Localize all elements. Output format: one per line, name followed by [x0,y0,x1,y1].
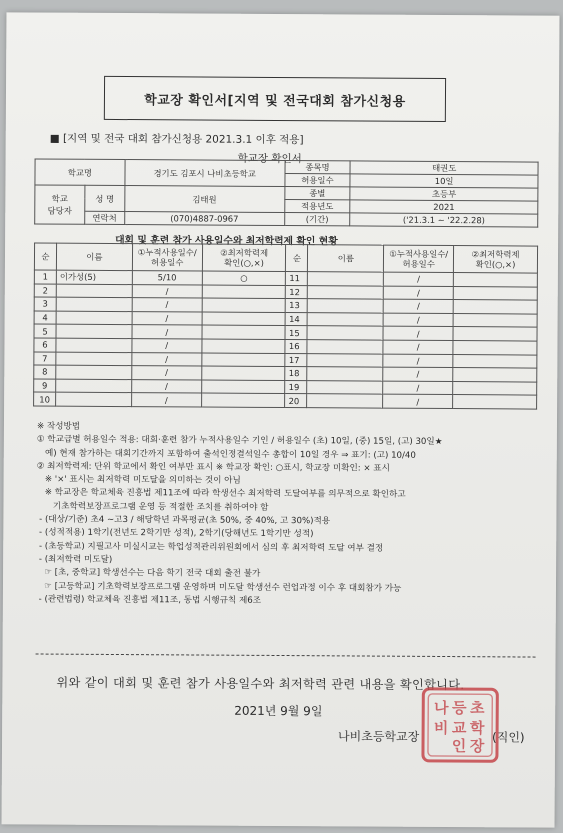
note-line: - (성적적용) 1학기(전년도 2학기만 성적), 2학기(당해년도 1학기만 성적) [36,527,314,540]
cell-name [56,311,132,325]
instructions-notes [36,421,547,610]
cell-name [307,380,383,394]
cell-name [307,340,383,354]
cell-no: 18 [285,367,307,381]
event-label: 종목명 [285,161,351,174]
document-title: 학교장 확인서[지역 및 전국대회 참가신청용 [144,92,406,110]
cell-grade [201,380,285,394]
teacher-label [35,185,85,224]
cell-grade [202,312,286,326]
dashed-divider [36,654,536,658]
cell-grade [201,353,285,367]
scope-note: ■ [지역 및 전국 대회 참가신청용 2021.3.1 이후 적용] [49,132,304,147]
note-line: ① 학교급별 허용일수 적용: 대회·훈련 참가 누적사용일수 기인 / 허용일수 (초) 10일, (중) 15일, (고) 30일★ [36,434,443,448]
cell-no: 7 [34,352,56,366]
cell-grade [201,393,285,407]
svg-text:나: 나 [433,698,449,718]
cell-no: 12 [286,285,308,299]
cell-name [307,353,383,367]
cell-name [307,367,383,381]
cell-grade [453,286,537,300]
header-no-right: 순 [286,245,308,272]
official-seal-stamp [419,685,501,765]
cell-grade [453,313,537,327]
cell-name [307,394,383,408]
svg-text:초: 초 [469,699,485,718]
svg-text:인: 인 [451,737,467,756]
cell-name [56,297,132,311]
cell-days: / [132,284,202,298]
participation-table [33,242,538,409]
cell-days: / [132,298,202,312]
seal-label: (직인) [492,730,525,745]
cell-days: / [131,393,201,407]
cell-no: 1 [34,270,56,284]
cell-no: 17 [285,353,307,367]
cell-name [308,272,384,286]
cell-days: / [383,367,453,381]
header-grade-right-line1: ②최저학력제 [471,249,520,260]
header-grade-line2: 확인(○,×) [224,257,264,268]
note-line: ② 최저학력제: 단위 학교에서 확인 여부만 표시 ※ 학교장 확인: ○표시, 학교장 미확인: × 표시 [36,461,390,474]
cell-days: / [383,381,453,395]
cell-grade [453,341,537,355]
header-grade-right-line2: 확인(○,×) [475,259,516,270]
cell-days: / [383,299,453,313]
cell-name [56,325,132,339]
svg-text:교: 교 [451,719,467,738]
header-name: 이름 [56,243,132,270]
cell-days: / [131,379,201,393]
allowed-days-value: 10일 [350,174,538,188]
cell-grade [202,298,286,312]
header-grade [202,244,286,272]
cell-grade [202,285,286,299]
document-title-box [104,76,446,122]
header-days [132,244,202,271]
cell-name [56,352,132,366]
school-principal-signature: 나비초등학교장 [338,729,420,744]
header-days-line2: 허용일수 [150,257,184,268]
school-value: 경기도 김포시 나비초등학교 [125,160,285,187]
cell-grade [453,273,537,287]
cell-grade [453,395,537,409]
cell-no: 8 [34,365,56,379]
note-line: - (최저학력 미도달) [36,554,113,565]
note-line: 예) 현재 참가하는 대회기간까지 포함하여 출석인정결석일수 총합이 10일 경우 ⇒ 표기: (고) 10/40 [36,448,416,461]
contact-label: 연락처 [85,211,125,224]
note-line: 기초학력보장프로그램 운영 등 적절한 조치를 취하여야 함 [36,501,269,513]
cell-days: / [132,352,202,366]
cell-no: 16 [285,339,307,353]
note-line: ※ 학교장은 학교체육 진흥법 제11조에 따라 학생선수 최저학력 도달여부를 의무적으로 확인하고 [36,487,406,501]
cell-days: / [132,325,202,339]
cell-days: / [383,394,453,408]
cell-days: / [383,354,453,368]
contact-value: (070)4887-0967 [125,212,285,226]
cell-name [308,299,384,313]
note-line: ☞ [초, 중학교] 학생선수는 다음 학기 전국 대회 출전 불가 [36,567,261,580]
category-value: 초등부 [350,187,538,201]
header-days-line1: ①누적사용일수/ [137,247,197,258]
allowed-days-label: 허용일수 [284,174,350,187]
cell-name: 이가성(5) [56,270,132,284]
cell-grade [453,368,537,382]
cell-no: 2 [34,284,56,298]
svg-text:비: 비 [433,718,449,738]
note-line: - (초등학교) 지필고사 미실시교는 학업성적관리위원회에서 심의 후 최저학력 도달 여부 결정 [36,541,384,554]
section-title: 대회 및 훈련 참가 사용일수와 최저학력제 확인 현황 [115,234,338,248]
header-grade-right [454,246,538,274]
cell-no: 14 [286,312,308,326]
cell-days: / [132,366,202,380]
cell-days: / [383,313,453,327]
cell-days: / [383,340,453,354]
header-days-right-line2: 허용일수 [402,258,435,269]
cell-no: 19 [285,380,307,394]
cell-grade: ○ [202,271,286,285]
cell-name [308,312,384,326]
name-value: 김태원 [125,186,285,213]
cell-name [56,284,132,298]
header-days-right-line1: ①누적사용일수/ [389,248,449,260]
note-line: ※ 작성방법 [36,421,81,432]
period-label: (기간) [284,213,350,226]
table-row [34,392,537,409]
cell-grade [453,381,537,395]
cell-days: / [384,272,454,286]
subtitle: 학교장 확인서 [237,152,302,166]
year-label: 적용년도 [284,200,350,213]
cell-no: 9 [34,379,56,393]
event-value: 태권도 [350,161,538,175]
header-grade-line1: ②최저학력제 [220,247,269,258]
svg-text:등: 등 [451,699,467,718]
cell-grade [453,354,537,368]
cell-name [308,285,384,299]
svg-text:학: 학 [469,719,485,738]
cell-grade [202,325,286,339]
cell-no: 5 [34,324,56,338]
cell-no: 10 [34,392,56,406]
cell-no: 15 [285,326,307,340]
header-name-right: 이름 [308,245,384,272]
signature-date: 2021년 9월 9일 [234,703,323,719]
school-label: 학교명 [35,159,125,186]
document-paper [2,12,560,827]
note-line: - (대상/기준) 초4 ~고3 / 해당학년 과목평균(초 50%, 중 40%, 고 30%)적용 [36,514,331,527]
header-days-right [384,245,454,272]
teacher-label-1: 학교 [51,193,68,204]
category-label: 종별 [284,187,350,200]
info-table [34,158,538,227]
cell-grade [202,339,286,353]
note-line: - (관련법령) 학교체육 진흥법 제11조, 동법 시행규칙 제6조 [35,594,262,606]
teacher-label-2: 담당자 [47,205,72,216]
name-label: 성 명 [85,185,125,211]
cell-no: 6 [34,338,56,352]
cell-no: 11 [286,272,308,286]
cell-name [56,338,132,352]
note-line: ※ '×' 표시는 최저학력 미도달을 의미하는 것이 아님 [36,474,241,486]
svg-text:장: 장 [469,737,485,756]
cell-days: / [132,311,202,325]
cell-grade [201,366,285,380]
cell-grade [453,327,537,341]
confirmation-statement: 위와 같이 대회 및 훈련 참가 사용일수와 최저학력 관련 내용을 확인합니다. [56,675,465,693]
cell-no: 3 [34,297,56,311]
cell-days: / [132,339,202,353]
cell-name [307,326,383,340]
period-value: ('21.3.1 ~ '22.2.28) [350,213,538,227]
cell-no: 4 [34,311,56,325]
header-no: 순 [34,243,56,270]
cell-days: / [383,327,453,341]
cell-name [56,392,132,406]
note-line: ☞ [고등학교] 기초학력보장프로그램 운영하며 미도달 학생선수 런업과정 이수 후 대회참가 가능 [35,581,402,594]
cell-grade [453,300,537,314]
cell-days: / [384,286,454,300]
cell-no: 13 [286,299,308,313]
cell-name [56,379,132,393]
cell-days: 5/10 [132,271,202,285]
year-value: 2021 [350,200,538,214]
cell-name [56,365,132,379]
cell-no: 20 [285,394,307,408]
